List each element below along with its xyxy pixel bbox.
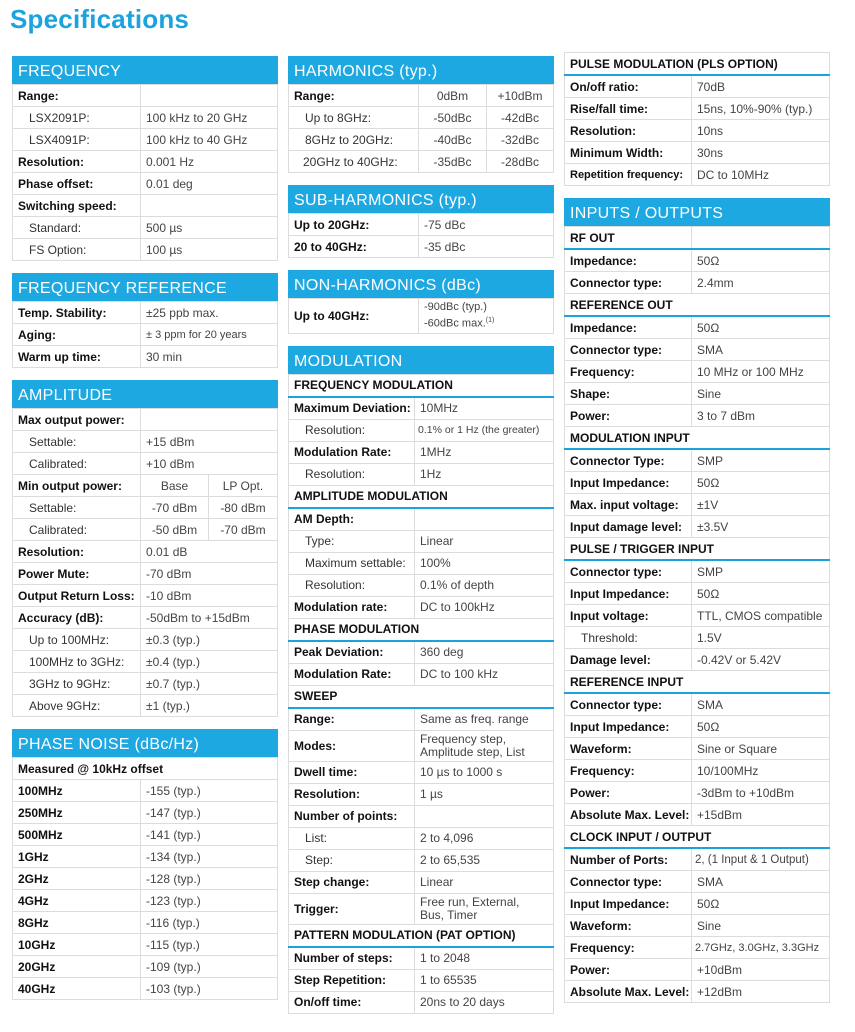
sub-harmonics-section bbox=[288, 185, 554, 258]
table-row: Connector type: SMA bbox=[565, 871, 830, 893]
column-1 bbox=[12, 56, 278, 1012]
table-row: Input voltage: TTL, CMOS compatible bbox=[565, 605, 830, 627]
table-row: Damage level: -0.42V or 5.42V bbox=[565, 649, 830, 671]
table-row: Warm up time: 30 min bbox=[13, 346, 278, 368]
table-row: Modulation Rate: DC to 100 kHz bbox=[289, 663, 554, 685]
table-row: Input Impedance: 50Ω bbox=[565, 893, 830, 915]
table-row: 20 to 40GHz: -35 dBc bbox=[289, 236, 554, 258]
table-row: FS Option: 100 µs bbox=[13, 239, 278, 261]
table-row: Resolution: 0.01 dB bbox=[13, 541, 278, 563]
table-row: SWEEP bbox=[289, 685, 554, 708]
table-row: 20GHz to 40GHz: -35dBc -28dBc bbox=[289, 151, 554, 173]
table-row: Aging: ± 3 ppm for 20 years bbox=[13, 324, 278, 346]
table-row: Maximum settable: 100% bbox=[289, 552, 554, 574]
table-row: Repetition frequency: DC to 10MHz bbox=[565, 164, 830, 186]
table-row: Up to 100MHz: ±0.3 (typ.) bbox=[13, 629, 278, 651]
table-row: Phase offset: 0.01 deg bbox=[13, 173, 278, 195]
table-row: Min output power: Base LP Opt. bbox=[13, 475, 278, 497]
table-row: Waveform: Sine or Square bbox=[565, 738, 830, 760]
table-row: Measured @ 10kHz offset bbox=[13, 758, 278, 780]
harmonics-section bbox=[288, 56, 554, 173]
table-row: Range: Same as freq. range bbox=[289, 708, 554, 731]
table-row: Input Impedance: 50Ω bbox=[565, 472, 830, 494]
table-row: Max. input voltage: ±1V bbox=[565, 494, 830, 516]
section-header: SUB-HARMONICS (typ.) bbox=[288, 185, 554, 213]
section-header: INPUTS / OUTPUTS bbox=[564, 198, 830, 226]
table-row: 100MHz -155 (typ.) bbox=[13, 780, 278, 802]
modulation-table bbox=[288, 374, 554, 1014]
non-harmonics-section bbox=[288, 270, 554, 334]
table-row: 1GHz -134 (typ.) bbox=[13, 846, 278, 868]
table-row: PHASE MODULATION bbox=[289, 618, 554, 641]
harmonics-table bbox=[288, 84, 554, 173]
table-row: REFERENCE OUT bbox=[565, 294, 830, 317]
table-row: Connector Type: SMP bbox=[565, 449, 830, 472]
table-row: 2GHz -128 (typ.) bbox=[13, 868, 278, 890]
table-row: Up to 8GHz: -50dBc -42dBc bbox=[289, 107, 554, 129]
table-row: Modulation Rate: 1MHz bbox=[289, 441, 554, 463]
table-row: Frequency: 2.7GHz, 3.0GHz, 3.3GHz bbox=[565, 937, 830, 959]
table-row: Peak Deviation: 360 deg bbox=[289, 641, 554, 664]
page-title: Specifications bbox=[10, 4, 190, 34]
section-header: NON-HARMONICS (dBc) bbox=[288, 270, 554, 298]
table-row: AM Depth: bbox=[289, 508, 554, 531]
table-row: Minimum Width: 30ns bbox=[565, 142, 830, 164]
table-row: Range: bbox=[13, 85, 278, 107]
table-row: Calibrated: +10 dBm bbox=[13, 453, 278, 475]
table-row: Absolute Max. Level: +12dBm bbox=[565, 981, 830, 1003]
table-row: Resolution: 0.001 Hz bbox=[13, 151, 278, 173]
table-row: Absolute Max. Level: +15dBm bbox=[565, 804, 830, 826]
table-row: Threshold: 1.5V bbox=[565, 627, 830, 649]
non-harmonics-table bbox=[288, 298, 554, 334]
table-row: Connector type: SMP bbox=[565, 560, 830, 583]
table-row: Accuracy (dB): -50dBm to +15dBm bbox=[13, 607, 278, 629]
pulse-modulation-section bbox=[564, 52, 830, 186]
amplitude-section bbox=[12, 380, 278, 717]
table-row: Resolution: 1Hz bbox=[289, 463, 554, 485]
io-table bbox=[564, 226, 830, 1003]
modulation-section bbox=[288, 346, 554, 1014]
table-row: Switching speed: bbox=[13, 195, 278, 217]
table-row: Impedance: 50Ω bbox=[565, 316, 830, 339]
table-row: Resolution: 1 µs bbox=[289, 783, 554, 805]
table-row: PULSE / TRIGGER INPUT bbox=[565, 538, 830, 561]
frequency-table bbox=[12, 84, 278, 261]
table-row: Number of steps: 1 to 2048 bbox=[289, 947, 554, 970]
column-3 bbox=[564, 52, 830, 1015]
section-header: MODULATION bbox=[288, 346, 554, 374]
table-row: Calibrated: -50 dBm -70 dBm bbox=[13, 519, 278, 541]
section-header: PHASE NOISE (dBc/Hz) bbox=[12, 729, 278, 757]
table-row: Range: 0dBm +10dBm bbox=[289, 85, 554, 107]
section-header: HARMONICS (typ.) bbox=[288, 56, 554, 84]
table-row: AMPLITUDE MODULATION bbox=[289, 485, 554, 508]
amplitude-table bbox=[12, 408, 278, 717]
table-row: Power Mute: -70 dBm bbox=[13, 563, 278, 585]
table-row: Resolution: 10ns bbox=[565, 120, 830, 142]
table-row: Frequency: 10/100MHz bbox=[565, 760, 830, 782]
table-row: Up to 20GHz: -75 dBc bbox=[289, 214, 554, 236]
table-row: Resolution: 0.1% of depth bbox=[289, 574, 554, 596]
table-row: Temp. Stability: ±25 ppb max. bbox=[13, 302, 278, 324]
table-row: 250MHz -147 (typ.) bbox=[13, 802, 278, 824]
table-row: Input damage level: ±3.5V bbox=[565, 516, 830, 538]
table-row: 4GHz -123 (typ.) bbox=[13, 890, 278, 912]
table-row: Step Repetition: 1 to 65535 bbox=[289, 969, 554, 991]
table-row: 8GHz -116 (typ.) bbox=[13, 912, 278, 934]
table-row: Connector type: 2.4mm bbox=[565, 272, 830, 294]
table-row: FREQUENCY MODULATION bbox=[289, 374, 554, 397]
phase-noise-table bbox=[12, 757, 278, 1000]
pulse-table bbox=[564, 52, 830, 186]
table-row: Modes: Frequency step, Amplitude step, List bbox=[289, 730, 554, 761]
table-row: Above 9GHz: ±1 (typ.) bbox=[13, 695, 278, 717]
table-row: Step: 2 to 65,535 bbox=[289, 849, 554, 871]
table-row: Connector type: SMA bbox=[565, 693, 830, 716]
table-row: 100MHz to 3GHz: ±0.4 (typ.) bbox=[13, 651, 278, 673]
frequency-reference-section bbox=[12, 273, 278, 368]
table-row: Frequency: 10 MHz or 100 MHz bbox=[565, 361, 830, 383]
table-row: Step change: Linear bbox=[289, 871, 554, 893]
table-row: 3GHz to 9GHz: ±0.7 (typ.) bbox=[13, 673, 278, 695]
table-row: List: 2 to 4,096 bbox=[289, 827, 554, 849]
sub-harmonics-table bbox=[288, 213, 554, 258]
table-row: Input Impedance: 50Ω bbox=[565, 583, 830, 605]
table-row: Power: 3 to 7 dBm bbox=[565, 405, 830, 427]
table-row: Waveform: Sine bbox=[565, 915, 830, 937]
table-row: Number of points: bbox=[289, 805, 554, 827]
table-row: REFERENCE INPUT bbox=[565, 671, 830, 694]
table-row: Settable: +15 dBm bbox=[13, 431, 278, 453]
table-row: On/off time: 20ns to 20 days bbox=[289, 991, 554, 1013]
column-2 bbox=[288, 56, 554, 1026]
table-row: MODULATION INPUT bbox=[565, 427, 830, 450]
inputs-outputs-section bbox=[564, 198, 830, 1003]
table-row: LSX2091P: 100 kHz to 20 GHz bbox=[13, 107, 278, 129]
table-row: PULSE MODULATION (PLS OPTION) bbox=[565, 53, 830, 76]
table-row: PATTERN MODULATION (PAT OPTION) bbox=[289, 924, 554, 947]
table-row: Impedance: 50Ω bbox=[565, 249, 830, 272]
table-row: Trigger: Free run, External, Bus, Timer bbox=[289, 893, 554, 924]
table-row: 500MHz -141 (typ.) bbox=[13, 824, 278, 846]
table-row: RF OUT bbox=[565, 227, 830, 250]
table-row: Modulation rate: DC to 100kHz bbox=[289, 596, 554, 618]
frequency-section bbox=[12, 56, 278, 261]
section-header: AMPLITUDE bbox=[12, 380, 278, 408]
table-row: Input Impedance: 50Ω bbox=[565, 716, 830, 738]
section-header: FREQUENCY bbox=[12, 56, 278, 84]
table-row: Max output power: bbox=[13, 409, 278, 431]
table-row: On/off ratio: 70dB bbox=[565, 75, 830, 98]
table-row: Connector type: SMA bbox=[565, 339, 830, 361]
table-row: LSX4091P: 100 kHz to 40 GHz bbox=[13, 129, 278, 151]
table-row: 20GHz -109 (typ.) bbox=[13, 956, 278, 978]
table-row: Dwell time: 10 µs to 1000 s bbox=[289, 761, 554, 783]
table-row: Up to 40GHz: -90dBc (typ.) -60dBc max.$^{(1)}$ bbox=[289, 299, 554, 334]
section-header: FREQUENCY REFERENCE bbox=[12, 273, 278, 301]
table-row: CLOCK INPUT / OUTPUT bbox=[565, 826, 830, 849]
table-row: 40GHz -103 (typ.) bbox=[13, 978, 278, 1000]
phase-noise-section bbox=[12, 729, 278, 1000]
table-row: 10GHz -115 (typ.) bbox=[13, 934, 278, 956]
table-row: 8GHz to 20GHz: -40dBc -32dBc bbox=[289, 129, 554, 151]
table-row: Shape: Sine bbox=[565, 383, 830, 405]
table-row: Number of Ports: 2, (1 Input & 1 Output) bbox=[565, 848, 830, 871]
table-row: Power: -3dBm to +10dBm bbox=[565, 782, 830, 804]
table-row: Output Return Loss: -10 dBm bbox=[13, 585, 278, 607]
table-row: Resolution: 0.1% or 1 Hz (the greater) bbox=[289, 419, 554, 441]
table-row: Power: +10dBm bbox=[565, 959, 830, 981]
freqref-table bbox=[12, 301, 278, 368]
table-row: Rise/fall time: 15ns, 10%-90% (typ.) bbox=[565, 98, 830, 120]
table-row: Standard: 500 µs bbox=[13, 217, 278, 239]
table-row: Maximum Deviation: 10MHz bbox=[289, 397, 554, 420]
table-row: Type: Linear bbox=[289, 530, 554, 552]
table-row: Settable: -70 dBm -80 dBm bbox=[13, 497, 278, 519]
